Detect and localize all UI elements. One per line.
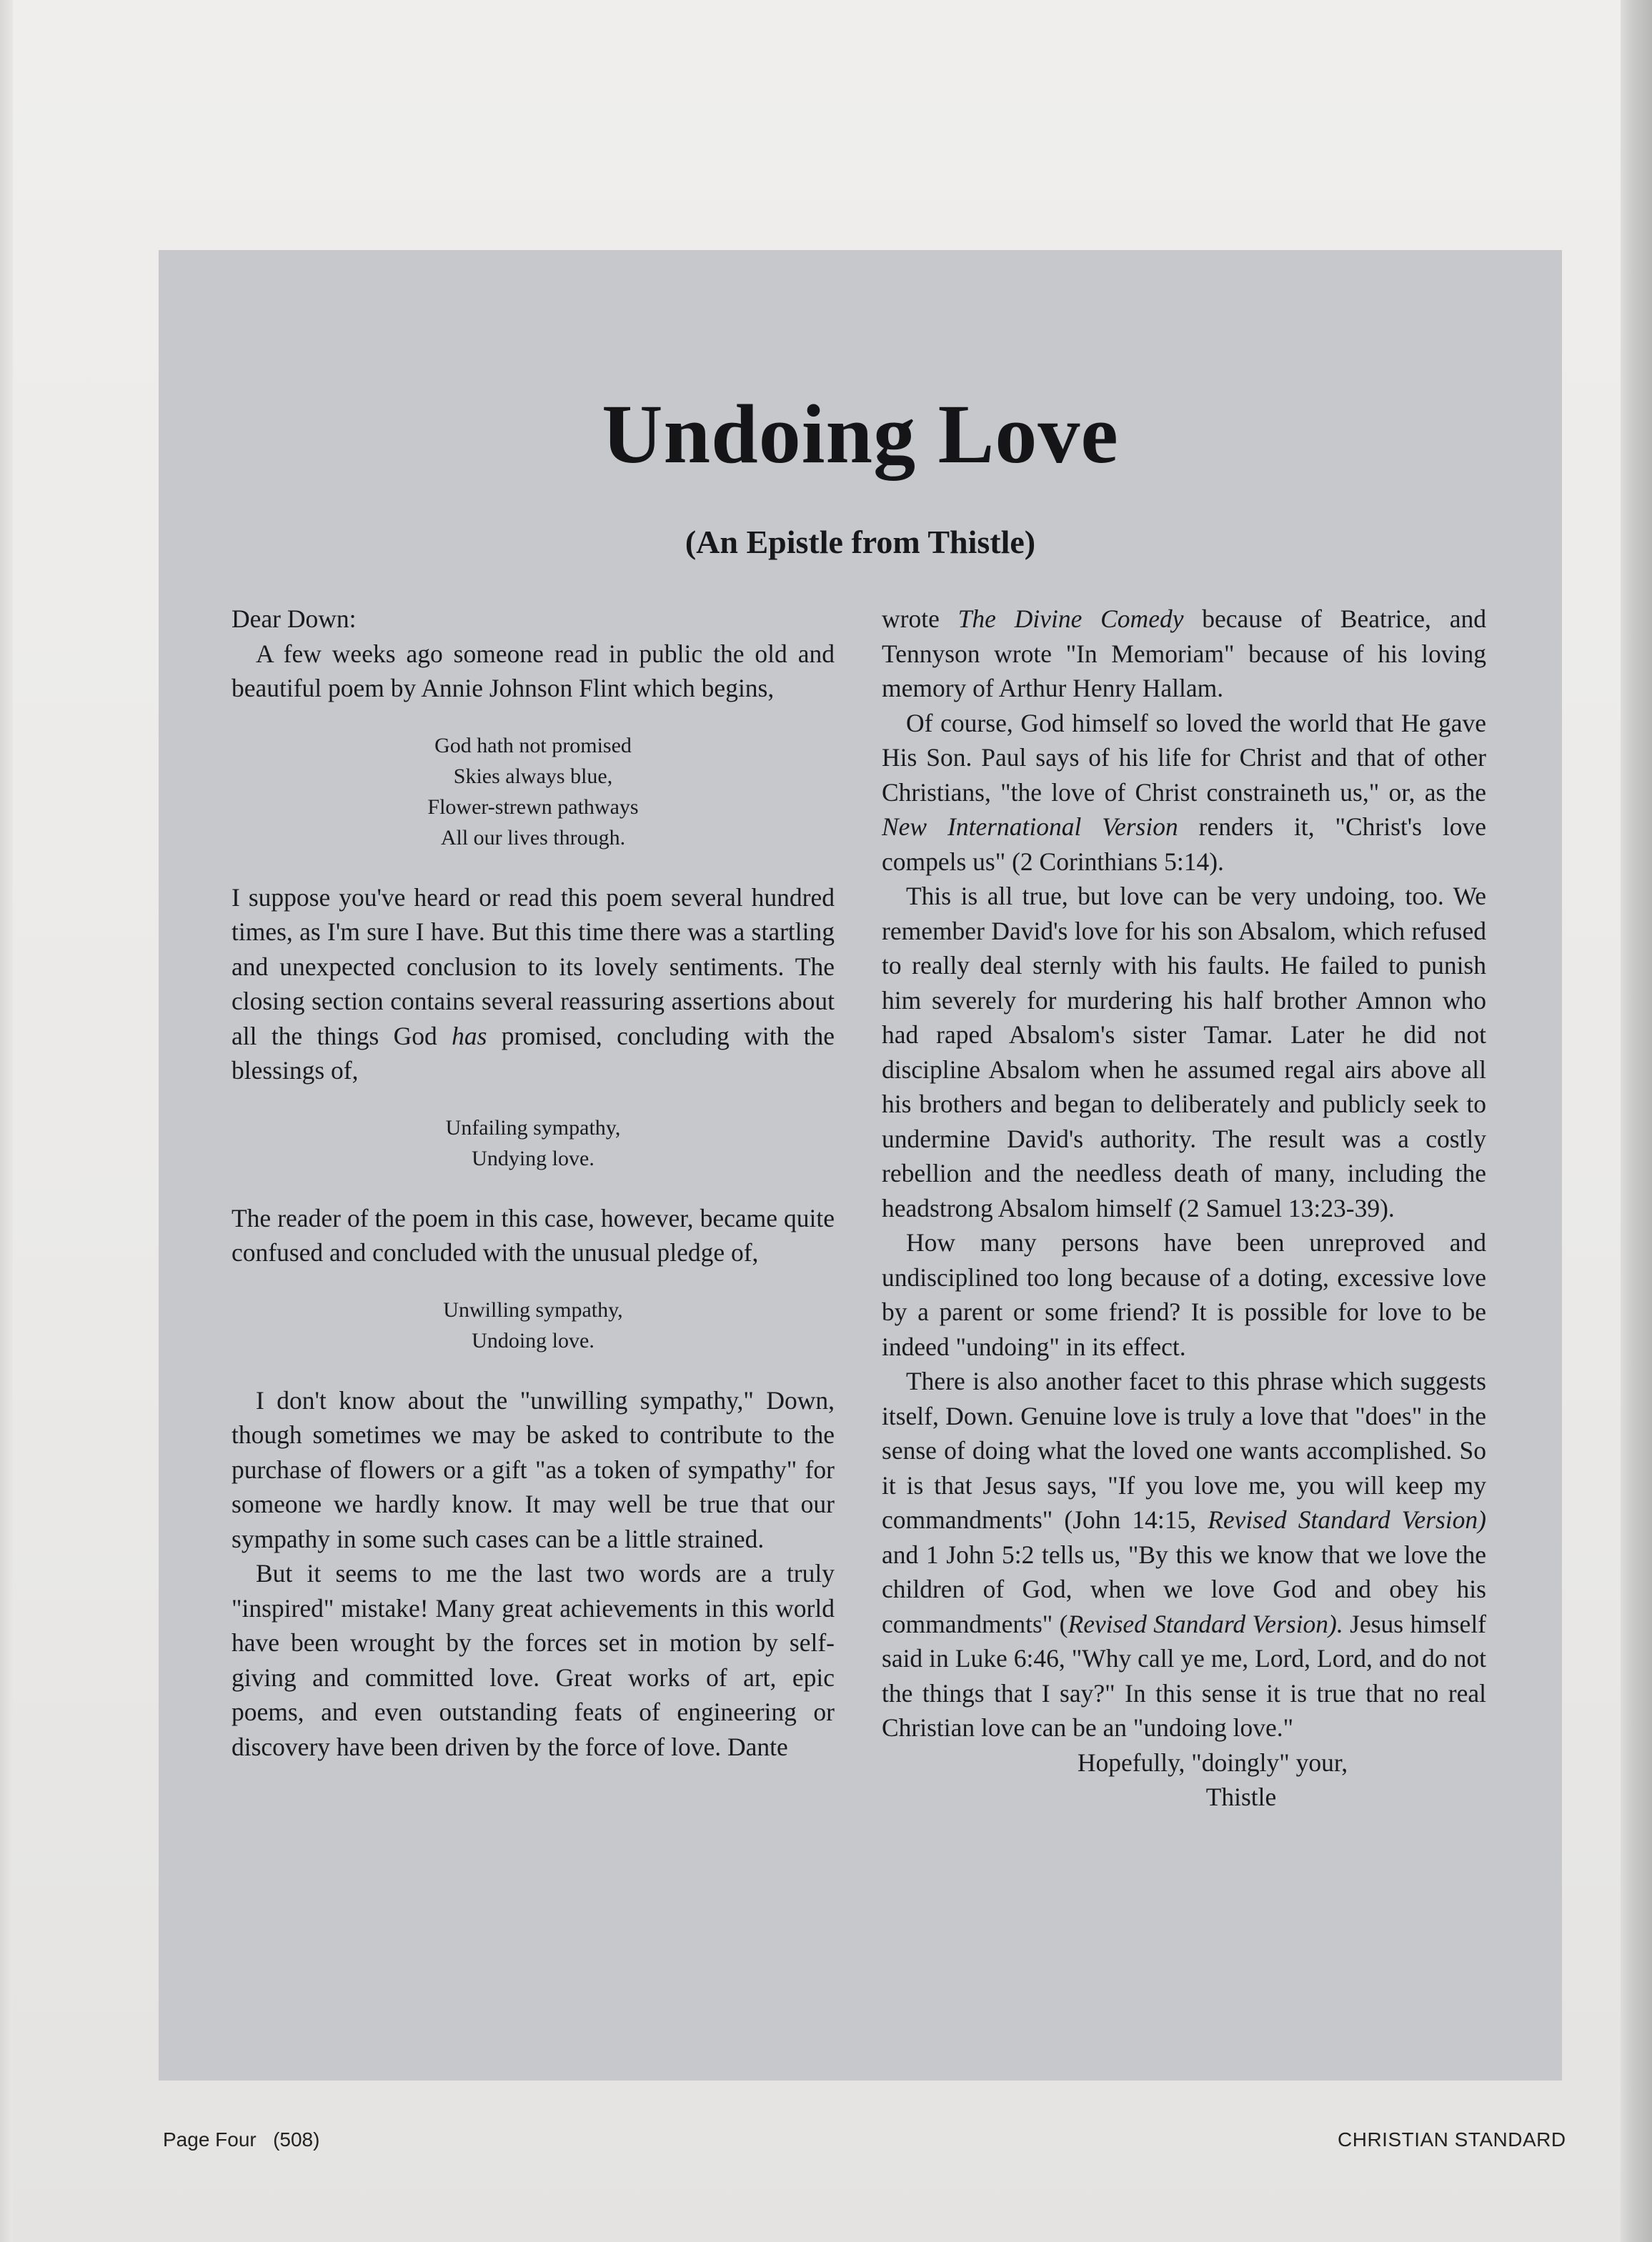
paragraph: [232, 880, 835, 1088]
article-title: Undoing Love: [602, 387, 1119, 481]
article-column-right: [882, 602, 1486, 1815]
paragraph: [882, 602, 1486, 706]
poem-line: All our lives through.: [440, 825, 626, 850]
poem-excerpt: [232, 730, 835, 853]
closing-line: Hopefully, "doingly" your,: [1077, 1748, 1348, 1777]
paragraph: A few weeks ago someone read in public the old and beautiful poem by Annie Johnson Flint which begins,: [232, 639, 835, 702]
emphasis: Revised Standard Version): [1208, 1505, 1486, 1534]
poem-line: Flower-strewn pathways: [427, 794, 639, 819]
poem-line: Unwilling sympathy,: [443, 1297, 623, 1322]
page-fore-edge: [1621, 0, 1652, 2242]
article-panel: [159, 250, 1562, 2081]
text-run: I suppose you've heard or read this poem several hundred times, as I'm sure I have. But this time there was a startling and unexpected conclusion to its lovely sentiments. The closing section contains several reassuring assertions about all the things God: [232, 882, 835, 1050]
emphasis: New International Version: [882, 812, 1178, 841]
text-run: Of course, God himself so loved the world that He gave His Son. Paul says of his life for Christ and that of other Christians, "the love of Christ constraineth us," or, as the: [882, 708, 1486, 807]
page-number: Page Four (508): [163, 2128, 320, 2151]
text-run: renders it, "Christ's love compels us" (2 Corinthians 5:14).: [882, 812, 1486, 876]
poem-line: Skies always blue,: [453, 764, 613, 788]
paragraph: This is all true, but love can be very undoing, too. We remember David's love for his son Absalom, which refused to really deal sternly with his faults. He failed to punish him severely for murdering his half brother Amnon who had raped Absalom's sister Tamar. Later he did not discipline Absalom when he assumed regal airs above all his brothers and began to deliberately and publicly seek to undermine David's authority. The result was a costly rebellion and the needless death of many, including the headstrong Absalom himself (2 Samuel 13:23-39).: [882, 882, 1486, 1222]
paragraph: How many persons have been unreproved and undisciplined too long because of a doting, excessive love by a parent or some friend? It is possible for love to be indeed "undoing" in its effect.: [882, 1228, 1486, 1361]
text-run: because of Beatrice, and Tennyson wrote "In Memoriam" because of his loving memory of Arthur Henry Hallam.: [882, 604, 1486, 702]
paragraph: I don't know about the "unwilling sympathy," Down, though sometimes we may be asked to contribute to the purchase of flowers or a gift "as a token of sympathy" for someone we hardly know. It may well be true that our sympathy in some such cases can be a little strained.: [232, 1385, 835, 1553]
poem-line: Unfailing sympathy,: [445, 1115, 621, 1140]
poem-excerpt: [232, 1112, 835, 1174]
text-run: Jesus himself said in Luke 6:46, "Why call ye me, Lord, Lord, and do not the things that I say?" In this sense it is true that no real Christian love can be an "undoing love.": [882, 1609, 1487, 1742]
article-column-left: [232, 602, 835, 1764]
poem-line: God hath not promised: [434, 733, 632, 757]
publication-name: CHRISTIAN STANDARD: [1338, 2128, 1566, 2151]
poem-line: Undoing love.: [472, 1328, 594, 1352]
paragraph: The reader of the poem in this case, however, became quite confused and concluded with the unusual pledge of,: [232, 1203, 835, 1267]
emphasis: has: [452, 1021, 487, 1050]
text-run: promised, concluding with the blessings of,: [232, 1021, 835, 1085]
text-run: wrote: [882, 604, 958, 633]
text-run: and 1 John 5:2 tells us, "By this we know that we love the children of God, when we love God and obey his commandments" (: [882, 1540, 1486, 1638]
emphasis: Revised Standard Version).: [1068, 1609, 1343, 1638]
poem-excerpt: [232, 1295, 835, 1356]
article-subtitle: (An Epistle from Thistle): [685, 524, 1036, 560]
salutation: Dear Down:: [232, 604, 357, 633]
paragraph: [882, 706, 1486, 880]
paragraph: But it seems to me the last two words are a truly "inspired" mistake! Many great achievements in this world have been wrought by the forces set in motion by self-giving and committed love. Great works of art, epic poems, and even outstanding feats of engineering or discovery have been driven by the force of love. Dante: [232, 1559, 835, 1761]
signature: Thistle: [1205, 1783, 1277, 1811]
page-gutter-shadow: [0, 0, 14, 2242]
sign-off: [882, 1745, 1486, 1815]
emphasis: The Divine Comedy: [957, 604, 1184, 633]
poem-line: Undying love.: [472, 1146, 594, 1170]
paragraph: [882, 1364, 1486, 1745]
text-run: There is also another facet to this phrase which suggests itself, Down. Genuine love is truly a love that "does" in the sense of doing what the loved one wants accomplished. So it is that Jesus says, "If you love me, you will keep my commandments" (John 14:15,: [882, 1367, 1486, 1534]
